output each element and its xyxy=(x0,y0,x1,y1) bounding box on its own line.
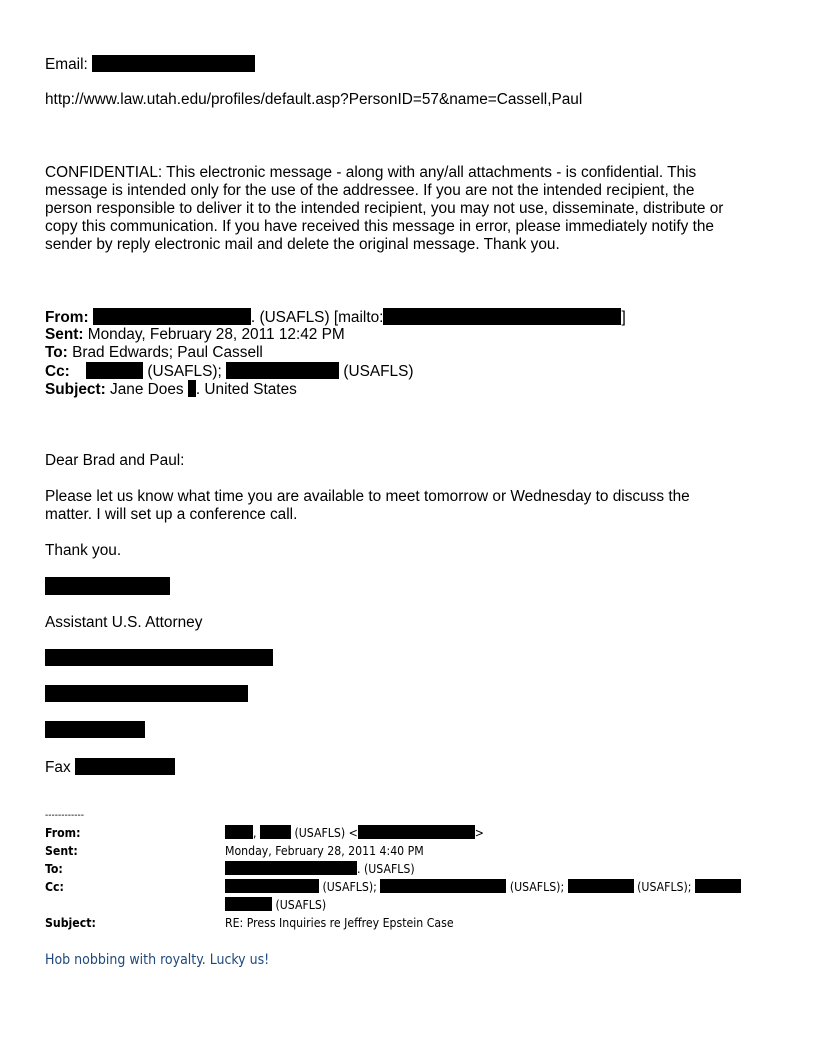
from-text: . (USAFLS) [mailto: xyxy=(250,309,384,326)
signature-address-redaction xyxy=(45,685,248,702)
fwd-cc-value-line1 xyxy=(225,879,741,895)
fwd-to-value: . (USAFLS) xyxy=(357,862,415,876)
separator: ------------ xyxy=(45,810,84,821)
from-label: From: xyxy=(45,309,89,326)
fwd-subject-label: Subject: xyxy=(45,916,96,930)
fwd-cc-label: Cc: xyxy=(45,880,64,894)
message1-cc xyxy=(45,362,413,381)
fwd-cc-usafls-4: (USAFLS) xyxy=(275,898,327,912)
redaction-block xyxy=(260,825,291,839)
email-line xyxy=(45,55,255,74)
redaction-block xyxy=(695,879,741,893)
redaction-block xyxy=(188,380,196,397)
message1-sent xyxy=(45,326,345,344)
confidential-notice: CONFIDENTIAL: This electronic message - along with any/all attachments - is confidential. This message is intended only for the use of the addressee. If you are not the intended recipient, the person responsible to deliver it to the intended recipient, you may not use, disseminate, distribute or copy this communication. If you have received this message in error, please immediately notify the sender by reply electronic mail and delete the original message. Thank you. xyxy=(45,164,724,253)
fwd-from-label: From: xyxy=(45,826,81,840)
thanks: Thank you. xyxy=(45,542,122,559)
cc-part1: (USAFLS); xyxy=(147,363,222,380)
cc-part2: (USAFLS) xyxy=(343,363,414,380)
profile-url[interactable]: http://www.law.utah.edu/profiles/default.asp?PersonID=57&name=Cassell,Paul xyxy=(45,91,583,108)
fwd-from-value xyxy=(225,825,484,841)
cc-label: Cc: xyxy=(45,363,70,380)
fwd-from-close: > xyxy=(474,826,484,840)
fwd-to-label: To: xyxy=(45,862,63,876)
fwd-cc-usafls-1: (USAFLS); xyxy=(322,880,377,894)
redaction-block xyxy=(383,308,621,325)
redaction-block xyxy=(86,362,143,379)
from-close: ] xyxy=(621,309,626,326)
fwd-cc-usafls-2: (USAFLS); xyxy=(509,880,565,894)
fwd-sent-value: Monday, February 28, 2011 4:40 PM xyxy=(225,844,424,858)
fax-line xyxy=(45,758,175,777)
sent-label: Sent: xyxy=(45,326,84,343)
closing-line: Hob nobbing with royalty. Lucky us! xyxy=(45,952,270,968)
subject-suffix: . United States xyxy=(195,381,297,398)
fwd-to-value-line xyxy=(225,861,415,877)
redaction-block xyxy=(225,825,253,839)
redaction-block xyxy=(568,879,634,893)
to-label: To: xyxy=(45,344,68,361)
greeting: Dear Brad and Paul: xyxy=(45,452,185,469)
email-label: Email: xyxy=(45,56,88,73)
fwd-subject-value: RE: Press Inquiries re Jeffrey Epstein Case xyxy=(225,916,454,930)
to-value: Brad Edwards; Paul Cassell xyxy=(72,344,263,361)
redaction-block xyxy=(226,362,339,379)
redaction-block xyxy=(225,897,272,911)
message1-to xyxy=(45,344,263,362)
signature-name-redaction xyxy=(45,577,170,595)
message1-subject xyxy=(45,380,297,399)
fwd-sent-label: Sent: xyxy=(45,844,78,858)
redaction-block xyxy=(380,879,506,893)
redaction-block xyxy=(75,758,175,775)
fwd-from-usafls: (USAFLS) < xyxy=(294,826,358,840)
redaction-block xyxy=(358,825,475,839)
fwd-from-comma: , xyxy=(253,826,257,840)
redaction-block xyxy=(92,55,255,72)
redaction-block xyxy=(225,879,319,893)
body-paragraph: Please let us know what time you are available to meet tomorrow or Wednesday to discuss the matter. I will set up a conference call. xyxy=(45,488,690,523)
fwd-cc-usafls-3: (USAFLS); xyxy=(637,880,692,894)
redaction-block xyxy=(225,861,357,875)
subject-label: Subject: xyxy=(45,381,106,398)
fwd-cc-value-line2 xyxy=(225,897,326,913)
signature-title: Assistant U.S. Attorney xyxy=(45,614,203,631)
message1-from xyxy=(45,308,626,327)
signature-phone-redaction xyxy=(45,721,145,738)
signature-address-redaction xyxy=(45,649,273,666)
sent-value: Monday, February 28, 2011 12:42 PM xyxy=(87,326,345,343)
subject-prefix: Jane Does xyxy=(110,381,184,398)
redaction-block xyxy=(93,308,251,325)
fax-label: Fax xyxy=(45,759,71,776)
